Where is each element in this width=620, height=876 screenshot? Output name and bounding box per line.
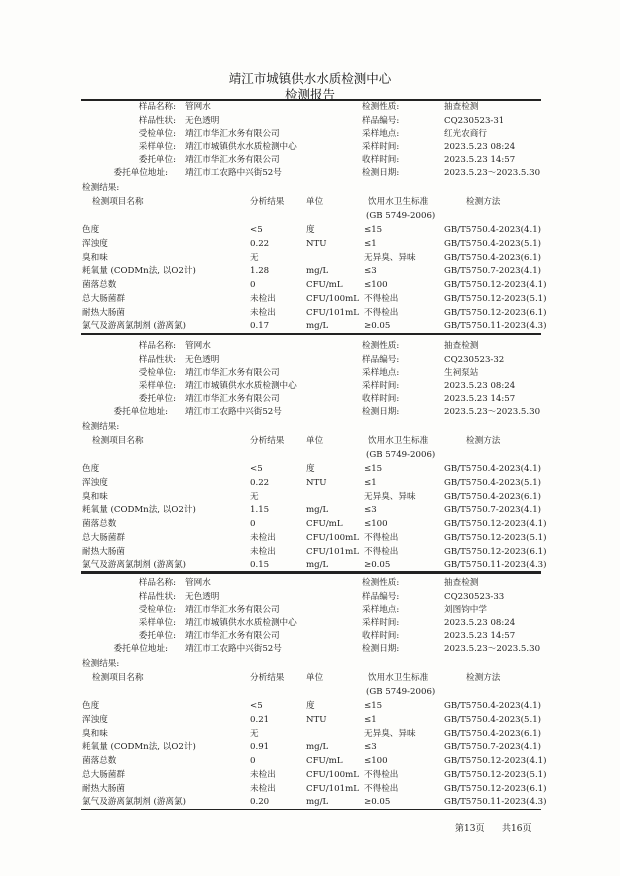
result-standard: ≤15	[364, 701, 383, 711]
label-sample-no: 样品编号:	[362, 116, 400, 126]
label-inspected-unit: 受检单位:	[138, 129, 176, 139]
result-method: GB/T5750.7-2023(4.1)	[444, 266, 542, 276]
value-sample-no: CQ230523-31	[444, 116, 505, 126]
result-unit: 度	[306, 225, 315, 235]
label-sample-appearance: 样品性状:	[138, 355, 176, 365]
result-value: <5	[250, 464, 263, 474]
value-test-nature: 抽查检测	[444, 341, 479, 351]
value-inspected-unit: 靖江市华汇水务有限公司	[185, 129, 280, 139]
value-sampling-time: 2023.5.23 08:24	[444, 618, 516, 628]
result-unit: CFU/100mL	[306, 294, 359, 304]
page-total: 共16页	[502, 824, 532, 834]
result-method: GB/T5750.12-2023(5.1)	[444, 294, 547, 304]
label-sampling-unit: 采样单位:	[138, 381, 176, 391]
result-item-name: 色度	[82, 225, 100, 235]
result-standard: ≤1	[364, 478, 377, 488]
result-value: 1.28	[250, 266, 270, 276]
result-value: 0.22	[250, 478, 270, 488]
result-value: <5	[250, 701, 263, 711]
result-method: GB/T5750.4-2023(6.1)	[444, 729, 542, 739]
result-unit: CFU/mL	[306, 280, 343, 290]
label-test-nature: 检测性质:	[362, 578, 400, 588]
section-rule	[81, 333, 541, 335]
col-header-item: 检测项目名称	[92, 673, 144, 683]
label-client-address: 委托单位地址:	[113, 168, 168, 178]
result-item-name: 耗氧量 (CODMn法, 以O2计)	[82, 505, 196, 515]
label-client-unit: 委托单位:	[138, 631, 176, 641]
result-value: <5	[250, 225, 263, 235]
result-method: GB/T5750.12-2023(6.1)	[444, 308, 547, 318]
value-client-address: 靖江市工农路中兴街52号	[185, 168, 282, 178]
result-method: GB/T5750.12-2023(4.1)	[444, 519, 547, 529]
value-sample-name: 管网水	[185, 578, 211, 588]
label-inspected-unit: 受检单位:	[138, 605, 176, 615]
result-unit: mg/L	[306, 505, 329, 515]
label-test-nature: 检测性质:	[362, 341, 400, 351]
value-sample-appearance: 无色透明	[185, 116, 220, 126]
label-sample-no: 样品编号:	[362, 355, 400, 365]
value-inspected-unit: 靖江市华汇水务有限公司	[185, 605, 280, 615]
result-method: GB/T5750.4-2023(5.1)	[444, 239, 542, 249]
col-header-result: 分析结果	[250, 436, 285, 446]
result-item-name: 耐热大肠菌	[82, 547, 125, 557]
result-standard: 无异臭、异味	[364, 492, 416, 502]
label-sample-name: 样品名称:	[138, 578, 176, 588]
col-header-standard-ref: (GB 5749-2006)	[366, 450, 436, 460]
result-unit: mg/L	[306, 321, 329, 331]
label-test-date: 检测日期:	[362, 168, 400, 178]
result-method: GB/T5750.4-2023(5.1)	[444, 478, 542, 488]
result-method: GB/T5750.7-2023(4.1)	[444, 742, 542, 752]
label-sample-name: 样品名称:	[138, 341, 176, 351]
result-value: 0.17	[250, 321, 270, 331]
value-client-address: 靖江市工农路中兴街52号	[185, 407, 282, 417]
result-item-name: 浑浊度	[82, 478, 108, 488]
result-unit: CFU/101mL	[306, 547, 359, 557]
result-unit: NTU	[306, 478, 327, 488]
value-test-nature: 抽查检测	[444, 102, 479, 112]
value-receive-time: 2023.5.23 14:57	[444, 394, 516, 404]
result-unit: NTU	[306, 715, 327, 725]
col-header-result: 分析结果	[250, 197, 285, 207]
page-number: 第13页	[455, 824, 485, 834]
results-heading: 检测结果:	[82, 183, 120, 193]
label-client-unit: 委托单位:	[138, 155, 176, 165]
result-standard: 不得检出	[364, 784, 399, 794]
label-sampling-time: 采样时间:	[362, 381, 400, 391]
label-sample-no: 样品编号:	[362, 592, 400, 602]
section-rule	[81, 571, 541, 573]
result-standard: 不得检出	[364, 308, 399, 318]
result-method: GB/T5750.4-2023(6.1)	[444, 492, 542, 502]
label-sampling-unit: 采样单位:	[138, 142, 176, 152]
result-value: 未检出	[250, 547, 276, 557]
result-value: 0	[250, 756, 256, 766]
result-standard: ≤100	[364, 280, 388, 290]
result-method: GB/T5750.11-2023(4.3)	[444, 560, 547, 570]
result-method: GB/T5750.12-2023(6.1)	[444, 784, 547, 794]
label-sample-name: 样品名称:	[138, 102, 176, 112]
report-subtitle: 检测报告	[284, 87, 335, 102]
result-item-name: 耗氧量 (CODMn法, 以O2计)	[82, 742, 196, 752]
result-standard: ≥0.05	[364, 797, 391, 807]
label-receive-time: 收样时间:	[362, 631, 400, 641]
value-client-address: 靖江市工农路中兴街52号	[185, 644, 282, 654]
result-method: GB/T5750.4-2023(4.1)	[444, 225, 542, 235]
result-standard: ≤15	[364, 464, 383, 474]
result-value: 0	[250, 280, 256, 290]
result-value: 1.15	[250, 505, 270, 515]
label-test-nature: 检测性质:	[362, 102, 400, 112]
result-unit: 度	[306, 464, 315, 474]
result-method: GB/T5750.12-2023(5.1)	[444, 770, 547, 780]
col-header-unit: 单位	[306, 197, 324, 207]
value-sample-no: CQ230523-33	[444, 592, 505, 602]
label-sampling-unit: 采样单位:	[138, 618, 176, 628]
col-header-standard: 饮用水卫生标准	[368, 673, 429, 683]
results-heading: 检测结果:	[82, 422, 120, 432]
result-standard: ≤1	[364, 715, 377, 725]
result-method: GB/T5750.7-2023(4.1)	[444, 505, 542, 515]
result-item-name: 总大肠菌群	[82, 533, 125, 543]
result-value: 未检出	[250, 533, 276, 543]
result-method: GB/T5750.12-2023(4.1)	[444, 280, 547, 290]
result-item-name: 耐热大肠菌	[82, 308, 125, 318]
result-unit: CFU/101mL	[306, 308, 359, 318]
result-standard: ≥0.05	[364, 321, 391, 331]
value-sampling-unit: 靖江市城镇供水水质检测中心	[185, 381, 297, 391]
col-header-item: 检测项目名称	[92, 197, 144, 207]
result-item-name: 臭和味	[82, 729, 108, 739]
result-method: GB/T5750.4-2023(4.1)	[444, 464, 542, 474]
value-sample-appearance: 无色透明	[185, 592, 220, 602]
result-unit: mg/L	[306, 266, 329, 276]
result-unit: 度	[306, 701, 315, 711]
result-item-name: 浑浊度	[82, 239, 108, 249]
result-standard: 无异臭、异味	[364, 253, 416, 263]
col-header-standard-ref: (GB 5749-2006)	[366, 687, 436, 697]
label-sampling-time: 采样时间:	[362, 142, 400, 152]
result-item-name: 菌落总数	[82, 519, 117, 529]
result-item-name: 色度	[82, 701, 100, 711]
col-header-standard: 饮用水卫生标准	[368, 197, 429, 207]
result-method: GB/T5750.4-2023(6.1)	[444, 253, 542, 263]
result-standard: 不得检出	[364, 770, 399, 780]
value-sampling-unit: 靖江市城镇供水水质检测中心	[185, 618, 297, 628]
label-client-address: 委托单位地址:	[113, 644, 168, 654]
value-client-unit: 靖江市华汇水务有限公司	[185, 155, 280, 165]
value-sample-name: 管网水	[185, 341, 211, 351]
result-standard: 不得检出	[364, 294, 399, 304]
report-org-title: 靖江市城镇供水水质检测中心	[228, 71, 392, 86]
label-receive-time: 收样时间:	[362, 394, 400, 404]
result-value: 未检出	[250, 308, 276, 318]
result-unit: CFU/101mL	[306, 784, 359, 794]
result-item-name: 臭和味	[82, 492, 108, 502]
results-heading: 检测结果:	[82, 659, 120, 669]
value-sampling-site: 红光农商行	[444, 129, 487, 139]
result-value: 无	[250, 729, 259, 739]
result-unit: CFU/100mL	[306, 533, 359, 543]
result-item-name: 氯气及游离氯制剂 (游离氯)	[82, 797, 186, 807]
result-value: 未检出	[250, 294, 276, 304]
result-method: GB/T5750.12-2023(5.1)	[444, 533, 547, 543]
value-sampling-time: 2023.5.23 08:24	[444, 142, 516, 152]
result-item-name: 浑浊度	[82, 715, 108, 725]
result-value: 0.15	[250, 560, 270, 570]
value-sample-name: 管网水	[185, 102, 211, 112]
value-sample-appearance: 无色透明	[185, 355, 220, 365]
result-standard: ≤15	[364, 225, 383, 235]
value-test-date: 2023.5.23～2023.5.30	[444, 644, 541, 654]
result-standard: ≤3	[364, 505, 377, 515]
col-header-method: 检测方法	[466, 197, 501, 207]
result-item-name: 菌落总数	[82, 756, 117, 766]
label-sampling-site: 采样地点:	[362, 605, 400, 615]
result-method: GB/T5750.4-2023(4.1)	[444, 701, 542, 711]
label-test-date: 检测日期:	[362, 644, 400, 654]
label-sampling-time: 采样时间:	[362, 618, 400, 628]
value-inspected-unit: 靖江市华汇水务有限公司	[185, 368, 280, 378]
result-item-name: 臭和味	[82, 253, 108, 263]
label-client-unit: 委托单位:	[138, 394, 176, 404]
label-sampling-site: 采样地点:	[362, 129, 400, 139]
col-header-unit: 单位	[306, 436, 324, 446]
label-receive-time: 收样时间:	[362, 155, 400, 165]
label-client-address: 委托单位地址:	[113, 407, 168, 417]
value-test-nature: 抽查检测	[444, 578, 479, 588]
result-unit: CFU/mL	[306, 756, 343, 766]
result-item-name: 氯气及游离氯制剂 (游离氯)	[82, 321, 186, 331]
result-method: GB/T5750.11-2023(4.3)	[444, 797, 547, 807]
top-rule	[81, 99, 541, 101]
result-value: 0.22	[250, 239, 270, 249]
col-header-standard-ref: (GB 5749-2006)	[366, 211, 436, 221]
col-header-unit: 单位	[306, 673, 324, 683]
result-value: 0.20	[250, 797, 270, 807]
result-value: 0.91	[250, 742, 270, 752]
result-unit: mg/L	[306, 560, 329, 570]
value-sampling-time: 2023.5.23 08:24	[444, 381, 516, 391]
result-unit: CFU/100mL	[306, 770, 359, 780]
value-test-date: 2023.5.23～2023.5.30	[444, 407, 541, 417]
value-sampling-site: 生祠泵站	[444, 368, 479, 378]
value-client-unit: 靖江市华汇水务有限公司	[185, 631, 280, 641]
result-unit: CFU/mL	[306, 519, 343, 529]
value-receive-time: 2023.5.23 14:57	[444, 155, 516, 165]
result-method: GB/T5750.12-2023(6.1)	[444, 547, 547, 557]
result-value: 未检出	[250, 784, 276, 794]
result-standard: ≤100	[364, 756, 388, 766]
result-value: 无	[250, 253, 259, 263]
result-unit: NTU	[306, 239, 327, 249]
result-standard: ≤3	[364, 742, 377, 752]
result-item-name: 耐热大肠菌	[82, 784, 125, 794]
label-sample-appearance: 样品性状:	[138, 116, 176, 126]
value-client-unit: 靖江市华汇水务有限公司	[185, 394, 280, 404]
label-sampling-site: 采样地点:	[362, 368, 400, 378]
result-unit: mg/L	[306, 797, 329, 807]
result-value: 0	[250, 519, 256, 529]
result-standard: ≥0.05	[364, 560, 391, 570]
result-method: GB/T5750.4-2023(5.1)	[444, 715, 542, 725]
result-standard: ≤3	[364, 266, 377, 276]
result-item-name: 氯气及游离氯制剂 (游离氯)	[82, 560, 186, 570]
result-standard: ≤1	[364, 239, 377, 249]
label-inspected-unit: 受检单位:	[138, 368, 176, 378]
col-header-result: 分析结果	[250, 673, 285, 683]
value-sampling-unit: 靖江市城镇供水水质检测中心	[185, 142, 297, 152]
result-standard: ≤100	[364, 519, 388, 529]
result-unit: mg/L	[306, 742, 329, 752]
value-receive-time: 2023.5.23 14:57	[444, 631, 516, 641]
result-standard: 无异臭、异味	[364, 729, 416, 739]
section-rule	[81, 809, 541, 810]
result-value: 0.21	[250, 715, 270, 725]
col-header-method: 检测方法	[466, 673, 501, 683]
result-item-name: 色度	[82, 464, 100, 474]
result-item-name: 总大肠菌群	[82, 294, 125, 304]
result-item-name: 总大肠菌群	[82, 770, 125, 780]
result-value: 无	[250, 492, 259, 502]
label-sample-appearance: 样品性状:	[138, 592, 176, 602]
result-method: GB/T5750.12-2023(4.1)	[444, 756, 547, 766]
col-header-method: 检测方法	[466, 436, 501, 446]
result-method: GB/T5750.11-2023(4.3)	[444, 321, 547, 331]
label-test-date: 检测日期:	[362, 407, 400, 417]
result-standard: 不得检出	[364, 533, 399, 543]
col-header-standard: 饮用水卫生标准	[368, 436, 429, 446]
result-standard: 不得检出	[364, 547, 399, 557]
result-item-name: 菌落总数	[82, 280, 117, 290]
result-item-name: 耗氧量 (CODMn法, 以O2计)	[82, 266, 196, 276]
value-sample-no: CQ230523-32	[444, 355, 505, 365]
value-sampling-site: 刘图钧中学	[444, 605, 487, 615]
col-header-item: 检测项目名称	[92, 436, 144, 446]
value-test-date: 2023.5.23～2023.5.30	[444, 168, 541, 178]
result-value: 未检出	[250, 770, 276, 780]
